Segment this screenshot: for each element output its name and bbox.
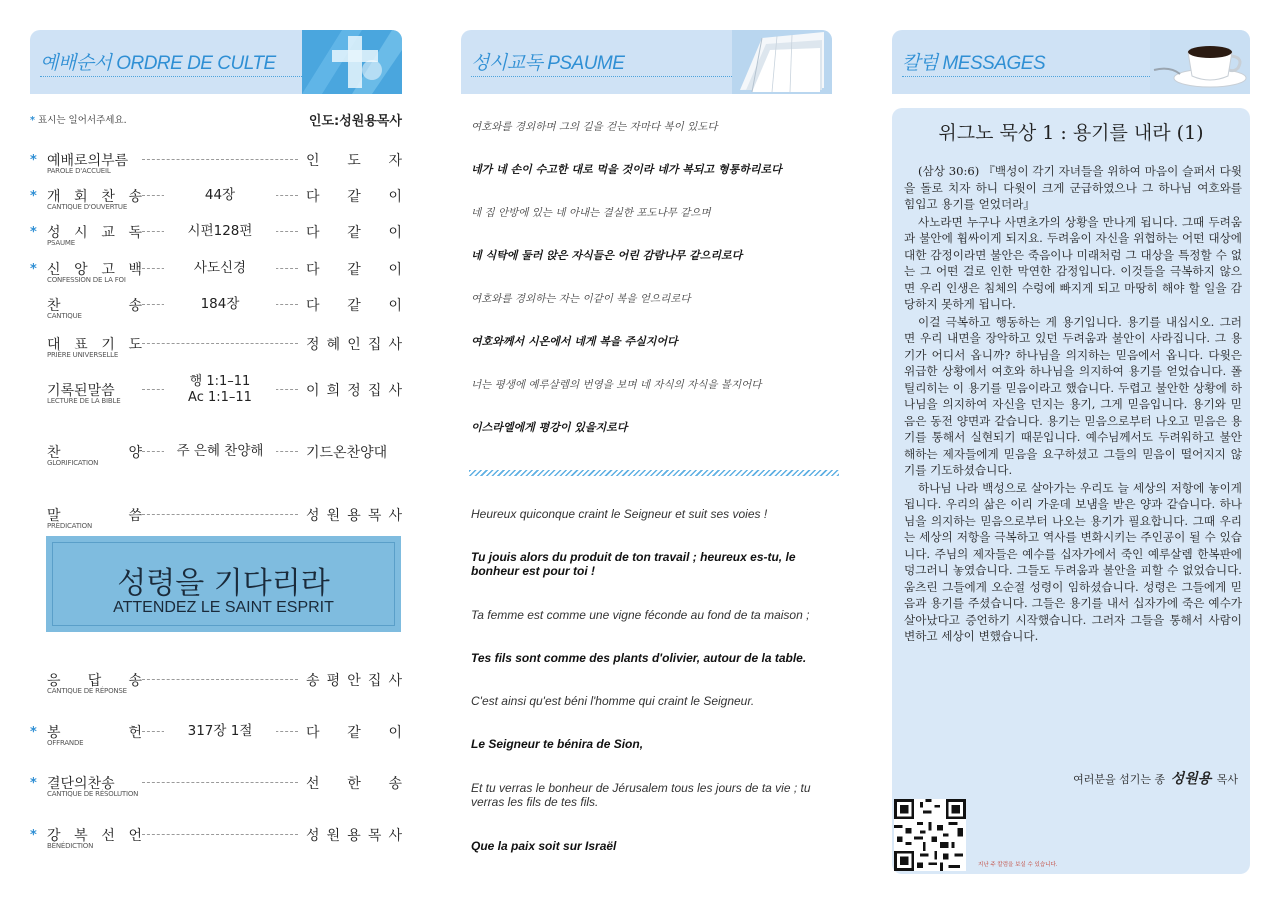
psalm-fr-line: Tu jouis alors du produit de ton travail ; heureux es-tu, le bonheur est pour toi ! [471, 550, 796, 578]
standing-note: * 표시는 일어서주세요. [30, 115, 127, 126]
psalm-kor-line: 이스라엘에게 평강이 있을지로다 [471, 421, 628, 434]
order-item-kor: 말 씀 [47, 508, 142, 524]
order-row [30, 374, 402, 412]
book-art-icon [732, 30, 832, 94]
psalm-kor-line: 네 집 안방에 있는 네 아내는 결실한 포도나무 같으며 [471, 207, 711, 219]
order-item-who: 다 같 이 [306, 225, 402, 241]
order-item-kor: 강 복 선 언 [47, 828, 142, 844]
order-item-fr: PRÉDICATION [47, 522, 92, 530]
order-row: * 성 시 교 독 PSAUME 시편128편 다 같 이 [30, 223, 402, 247]
order-item-kor: 응 답 송 [47, 673, 142, 689]
order-item-who: 선 한 송 [306, 776, 402, 792]
order-item-kor: 찬 양 [47, 445, 142, 461]
order-item-fr: PAROLE D'ACCUEIL [47, 167, 111, 175]
sermon-title-kor: 성령을 기다리라 [117, 566, 330, 601]
qr-code-icon[interactable] [894, 798, 966, 872]
psalm-kor-line: 여호와를 경외하며 그의 길을 걷는 자마다 복이 있도다 [471, 121, 718, 133]
leader-label: 인도:성원용목사 [308, 114, 402, 129]
order-row [30, 442, 402, 474]
psalm-kor-line: 여호와를 경외하는 자는 이같이 복을 얻으리로다 [471, 293, 691, 305]
order-item-who: 이 희 정 집 사 [306, 383, 402, 399]
order-item-who: 인 도 자 [306, 153, 402, 169]
dash-leader [142, 343, 298, 344]
dash-leader [142, 834, 298, 835]
order-item-detail: 주 은혜 찬양해 [164, 442, 276, 460]
order-item-kor: 찬 송 [47, 298, 142, 314]
header-dotted-line [902, 76, 1150, 77]
order-item-fr: CONFESSION DE LA FOI [47, 276, 126, 284]
sermon-title-banner [46, 536, 401, 632]
qr-note: 지난 주 칼럼을 보실 수 있습니다. [978, 862, 1058, 868]
order-item-detail: 행 1:1–11 Ac 1:1–11 [164, 374, 276, 406]
message-header-title: 칼럼 MESSAGES [902, 53, 1046, 74]
message-paragraph: 하나님 나라 백성으로 살아가는 우리도 늘 세상의 저항에 놓이게 됩니다. 우리의 삶은 이리 가운데 보냄을 받은 양과 같습니다. 하나님을 의지하는 믿음으로부터 나오는 용기가 필요합니다. 그때 우리는 세상의 저항을 극복하고 역사를 변화시키는 주인공이 될 수 있습니다. 주님의 제자들은 예수를 십자가에서 죽인 예루살렘 한복판에 덩그러니 놓였습니다. 그들도 두려움과 불안을 피할 수 없었습니다. 움츠린 그들에게 오순절 성령이 임하셨습니다. 성령은 그들에게 믿음과 용기를 주셨습니다. 그들은 용기를 내서 십자가에 죽은 예수가 살아났다고 증언하기 시작했습니다. 그러자 그들을 통해서 사람이 변하고 세상이 변했습니다. [904, 480, 1242, 643]
psalm-fr-line: C'est ainsi qu'est béni l'homme qui craint le Seigneur. [471, 694, 755, 708]
order-item-who: 정 혜 인 집 사 [306, 337, 402, 353]
order-item-fr: LECTURE DE LA BIBLE [47, 397, 121, 405]
dash-leader [142, 514, 298, 515]
order-item-kor: 예배로의부름 [47, 153, 129, 169]
order-item-kor: 결단의찬송 [47, 776, 115, 792]
psalm-kor-line: 너는 평생에 예루살렘의 번영을 보며 네 자식의 자식을 볼지어다 [471, 379, 762, 391]
order-item-who: 기드온찬양대 [306, 445, 388, 461]
order-header [30, 30, 402, 94]
order-item-fr: CANTIQUE [47, 312, 82, 320]
order-row [30, 334, 402, 366]
order-row: * 결단의찬송 CANTIQUE DE RÉSOLUTION 선 한 송 [30, 773, 402, 805]
order-item-fr: GLORIFICATION [47, 459, 99, 467]
order-item-who: 다 같 이 [306, 262, 402, 278]
order-item-kor: 성 시 교 독 [47, 225, 142, 241]
order-item-fr: OFFRANDE [47, 739, 84, 747]
message-title: 위그노 묵상 1 : 용기를 내라 (1) [938, 122, 1204, 144]
psalm-fr-line: Et tu verras le bonheur de Jérusalem tous les jours de ta vie ; tu verras les fils de tes fils. [471, 781, 811, 809]
psalm-kor-line: 네가 네 손이 수고한 대로 먹을 것이라 네가 복되고 형통하리로다 [471, 163, 782, 176]
order-item-fr: CANTIQUE D'OUVERTUE [47, 203, 128, 211]
header-dotted-line [40, 76, 302, 77]
dash-leader [142, 679, 298, 680]
order-row: * 강 복 선 언 BÉNÉDICTION 성 원 용 목 사 [30, 825, 402, 857]
message-column [892, 30, 1250, 868]
coffee-cup-icon [1150, 30, 1250, 94]
order-item-kor: 대 표 기 도 [47, 337, 142, 353]
order-item-fr: BÉNÉDICTION [47, 842, 94, 850]
order-item-detail: 184장 [164, 295, 276, 313]
order-row [30, 670, 402, 702]
order-item-kor: 기록된말씀 [47, 383, 115, 399]
psalm-header-title: 성시교독 PSAUME [471, 53, 625, 74]
order-header-title: 예배순서 ORDRE DE CULTE [40, 53, 276, 74]
order-row: * 예배로의부름 PAROLE D'ACCUEIL 인 도 자 [30, 150, 402, 182]
signature: 여러분을 섬기는 종 성원용 목사 [1073, 771, 1238, 787]
message-paragraph: (삼상 30:6) 『백성이 각기 자녀들을 위하여 마음이 슬퍼서 다윗을 돌로 치자 하니 다윗이 크게 군급하였으나 그 하나님 여호와를 힘입고 용기를 얻었더라』 [904, 164, 1242, 211]
order-top-line [30, 108, 402, 128]
order-item-who: 다 같 이 [306, 725, 402, 741]
order-item-fr: PSAUME [47, 239, 75, 247]
pastor-signature: 성원용 [1170, 771, 1212, 787]
order-row [30, 295, 402, 327]
cross-art-icon [302, 30, 402, 94]
order-row: * 봉 헌 OFFRANDE 317장 1절 다 같 이 [30, 723, 402, 747]
order-item-fr: CANTIQUE DE RÉPONSE [47, 687, 127, 695]
order-item-detail: 44장 [164, 186, 276, 204]
psalm-kor-line: 네 식탁에 둘러 앉은 자식들은 어린 감람나무 같으리로다 [471, 249, 743, 262]
order-item-detail: 317장 1절 [164, 722, 276, 740]
order-row: * 신 앙 고 백 CONFESSION DE LA FOI 사도신경 다 같 이 [30, 260, 402, 284]
order-row: * 개 회 찬 송 CANTIQUE D'OUVERTUE 44장 다 같 이 [30, 187, 402, 211]
message-paragraph: 사노라면 누구나 사면초가의 상황을 만나게 됩니다. 그때 두려움과 불안에 휩싸이게 되지요. 두려움이 자신을 위협하는 어떤 대상에 대한 감정이라면 불안은 죽음이나 미래처럼 그 대상을 특정할 수 없는 그 어떤 걸로 인한 막연한 감정입니다. 이것들을 극복하지 않으면 우리 인생은 침체의 수렁에 빠지게 되고 마땅히 해야 할 일을 감당하지 못하게 됩니다. [904, 214, 1242, 311]
order-item-kor: 봉 헌 [47, 725, 142, 741]
sermon-title-fr: ATTENDEZ LE SAINT ESPRIT [113, 599, 334, 616]
order-item-who: 다 같 이 [306, 189, 402, 205]
order-item-who: 다 같 이 [306, 298, 402, 314]
psalm-fr-line: Le Seigneur te bénira de Sion, [471, 737, 644, 751]
order-item-who: 성 원 용 목 사 [306, 828, 402, 844]
order-of-worship-column [30, 30, 402, 850]
order-item-kor: 신 앙 고 백 [47, 262, 142, 278]
order-item-fr: CANTIQUE DE RÉSOLUTION [47, 790, 139, 798]
dash-leader [142, 782, 298, 783]
psalm-kor-line: 여호와께서 시온에서 네게 복을 주실지어다 [471, 335, 678, 348]
message-header [892, 30, 1250, 94]
order-row [30, 505, 402, 537]
psalm-fr-line: Que la paix soit sur Israël [471, 839, 617, 853]
psalm-fr-line: Ta femme est comme une vigne féconde au fond de ta maison ; [471, 608, 810, 622]
psalm-header [461, 30, 832, 94]
order-item-fr: PRIÈRE UNIVERSELLE [47, 351, 119, 359]
message-box [892, 108, 1250, 874]
order-item-who: 성 원 용 목 사 [306, 508, 402, 524]
hatched-divider [469, 470, 839, 476]
order-item-detail: 사도신경 [164, 259, 276, 277]
message-paragraph: 이걸 극복하고 행동하는 게 용기입니다. 용기를 내십시오. 그러면 우리 내면을 장악하고 있던 두려움과 불안이 사라집니다. 그 용기가 어디서 옵니까? 하나님을 의지하는 믿음에서 옵니다. 다윗은 위급한 상황에서 여호와 하나님을 의지하여 용기를 얻었습니다. 폴 틸리히는 이 용기를 믿음이라고 했습니다. 두렵고 불안한 상황에 하나님을 의지하여 자신을 던지는 용기, 그게 믿음입니다. 용기와 믿음은 동전 양면과 같습니다. 용기는 믿음으로부터 나오고 믿음은 용기를 통해서 실현되기 때문입니다. 예수님께서도 두려워하고 불안해하는 제자들에게 믿음을 요구하셨고 그들의 믿음이 떨어지지 않기를 기도하셨습니다. [904, 314, 1242, 477]
psalm-column [461, 30, 832, 853]
message-body [904, 163, 1242, 646]
order-item-who: 송 평 안 집 사 [306, 673, 402, 689]
header-dotted-line [471, 76, 732, 77]
psalm-fr-line: Tes fils sont comme des plants d'olivier, autour de la table. [471, 651, 807, 665]
dash-leader [142, 159, 298, 160]
order-item-detail: 시편128편 [164, 222, 276, 240]
psalm-fr-line: Heureux quiconque craint le Seigneur et suit ses voies ! [471, 507, 768, 521]
order-item-kor: 개 회 찬 송 [47, 189, 142, 205]
